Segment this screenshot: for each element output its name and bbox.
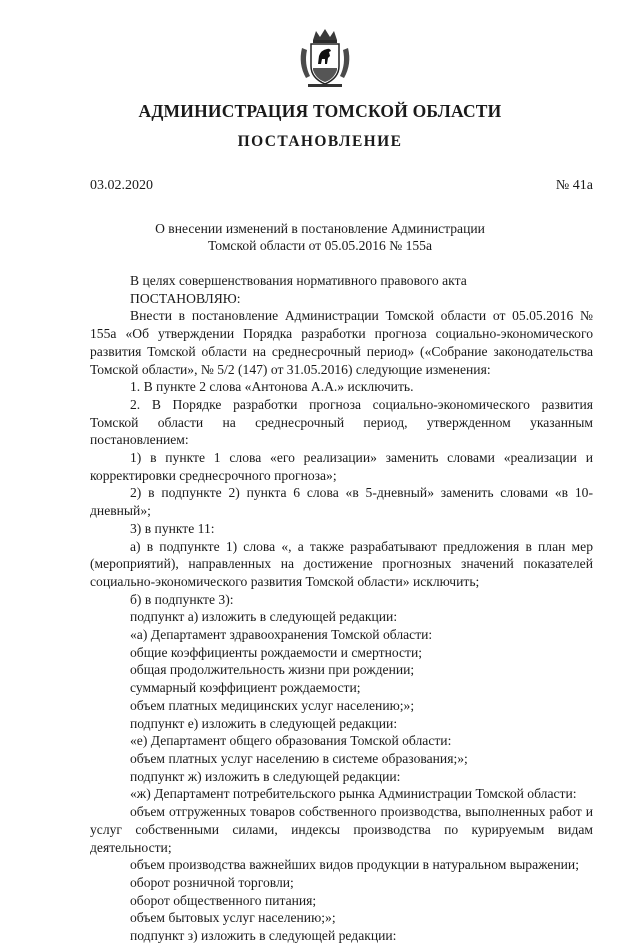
subject-line: О внесении изменений в постановление Администрации <box>155 221 485 236</box>
document-type-title: ПОСТАНОВЛЕНИЕ <box>237 133 403 150</box>
paragraph: 3) в пункте 11: <box>130 520 215 536</box>
paragraph: а) в подпункте 1) слова «, а также разрабатывают предложения в план мер (мероприятий), направленных на достижение прогнозных значений показателей социально-экономического развития Томской области» исключить; <box>90 538 593 589</box>
paragraph: подпункт а) изложить в следующей редакции: <box>130 609 398 625</box>
document-body <box>90 272 593 945</box>
paragraph: подпункт з) изложить в следующей редакции: <box>130 928 397 944</box>
paragraph: «а) Департамент здравоохранения Томской области: <box>130 627 433 643</box>
paragraph: общие коэффициенты рождаемости и смертности; <box>130 644 423 660</box>
organization-title: АДМИНИСТРАЦИЯ ТОМСКОЙ ОБЛАСТИ <box>138 101 502 121</box>
document-date: 03.02.2020 <box>90 178 153 193</box>
paragraph: 1. В пункте 2 слова «Антонова А.А.» исключить. <box>130 379 414 395</box>
paragraph: В целях совершенствования нормативного правового акта <box>130 273 467 288</box>
coat-of-arms-icon <box>296 28 354 88</box>
document-subject <box>0 220 640 254</box>
paragraph: подпункт е) изложить в следующей редакции: <box>130 715 398 731</box>
paragraph: оборот розничной торговли; <box>130 874 294 890</box>
paragraph: 1) в пункте 1 слова «его реализации» заменить словами «реализации и корректировки среднесрочного прогноза»; <box>90 450 593 483</box>
paragraph: объем бытовых услуг населению;»; <box>130 910 336 926</box>
paragraph: объем производства важнейших видов продукции в натуральном выражении; <box>130 857 579 873</box>
paragraph: Внести в постановление Администрации Томской области от 05.05.2016 № 155а «Об утверждении Порядка разработки прогноза социально-экономического развития Томской области на среднесрочный период» («Собрание законодательства Томской области», № 5/2 (147) от 31.05.2016) следующие изменения: <box>90 308 593 377</box>
subject-line: Томской области от 05.05.2016 № 155а <box>208 238 432 253</box>
paragraph: общая продолжительность жизни при рождении; <box>130 662 415 678</box>
document-number: № 41а <box>555 178 593 193</box>
paragraph: ПОСТАНОВЛЯЮ: <box>130 290 241 306</box>
paragraph: оборот общественного питания; <box>130 892 317 908</box>
paragraph: объем платных услуг населению в системе образования;»; <box>130 750 468 766</box>
paragraph: объем платных медицинских услуг населению;»; <box>130 697 415 713</box>
paragraph: «ж) Департамент потребительского рынка Администрации Томской области: <box>130 786 577 802</box>
paragraph: подпункт ж) изложить в следующей редакции: <box>130 768 401 784</box>
paragraph: б) в подпункте 3): <box>130 591 234 607</box>
paragraph: «е) Департамент общего образования Томской области: <box>130 733 452 749</box>
paragraph: объем отгруженных товаров собственного производства, выполненных работ и услуг собственными силами, индексы производства по курируемым видам деятельности; <box>90 804 593 855</box>
paragraph: 2. В Порядке разработки прогноза социально-экономического развития Томской области на среднесрочный период, утвержденном указанным постановлением: <box>90 396 593 448</box>
paragraph: суммарный коэффициент рождаемости; <box>130 680 361 696</box>
paragraph: 2) в подпункте 2) пункта 6 слова «в 5-дневный» заменить словами «в 10-дневный»; <box>90 485 593 519</box>
